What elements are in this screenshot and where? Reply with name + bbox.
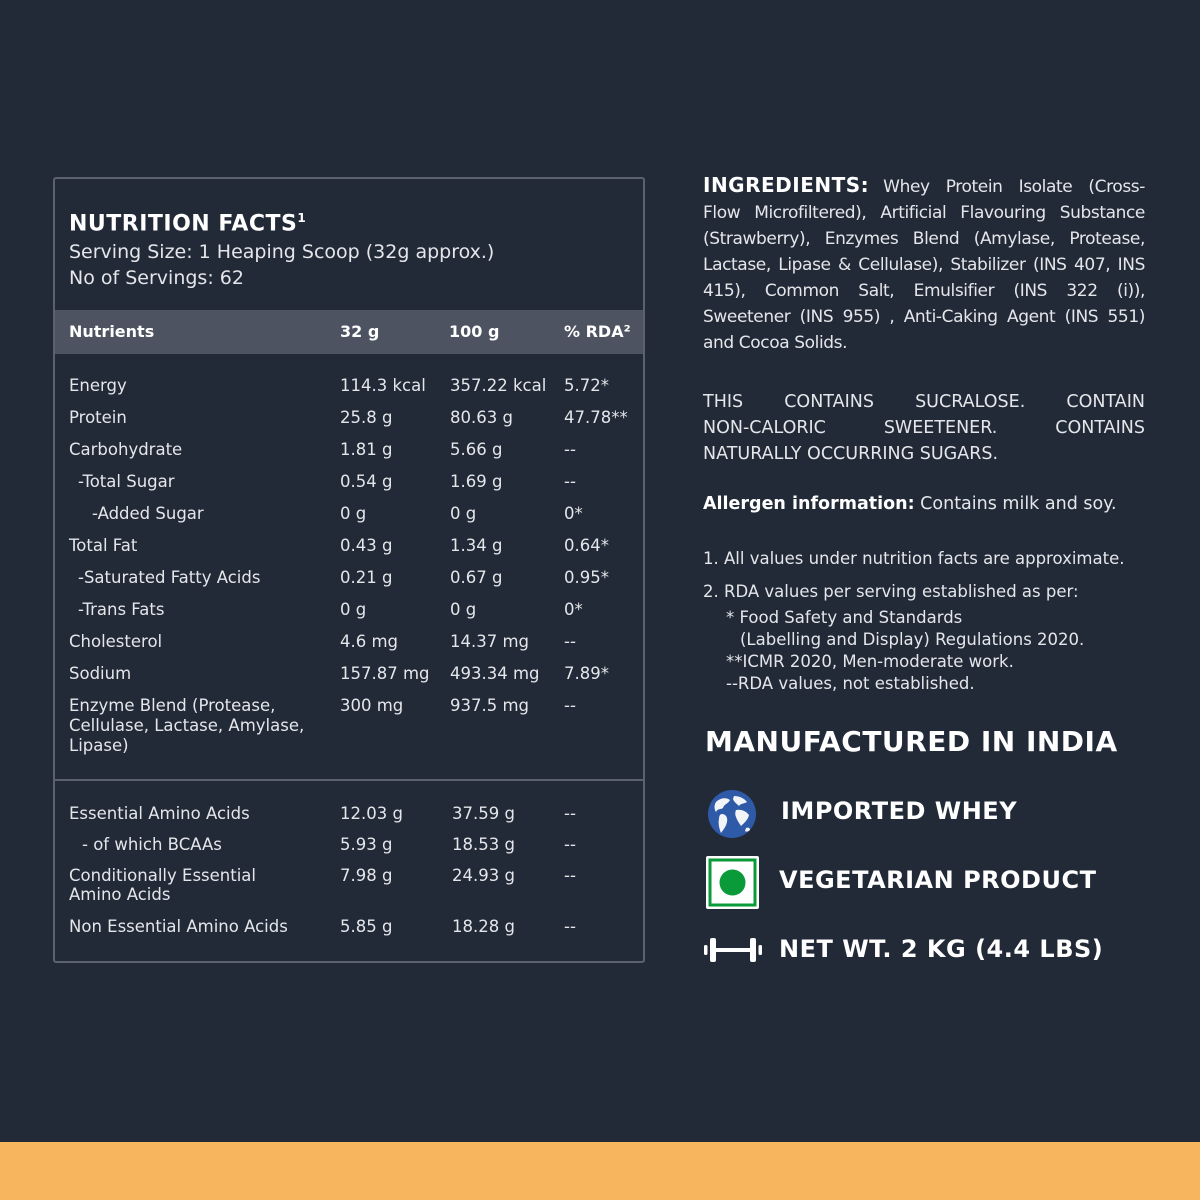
nutrient-per-100g: 80.63 g xyxy=(450,408,513,427)
nutrient-per-serving: 300 mg xyxy=(340,696,404,715)
imported-whey-label: IMPORTED WHEY xyxy=(781,797,1018,825)
nutrient-per-100g: 937.5 mg xyxy=(450,696,530,715)
sucralose-notice xyxy=(703,389,1145,467)
product-info xyxy=(703,172,1145,693)
bottom-accent-bar xyxy=(0,1142,1200,1200)
nutrient-rda: -- xyxy=(564,472,576,491)
nutrient-per-100g: 0 g xyxy=(450,600,477,619)
amino-rda: -- xyxy=(564,835,576,854)
nutrient-per-serving: 0 g xyxy=(340,504,367,523)
nutrient-rda: 0.64* xyxy=(564,536,609,555)
net-weight-label: NET WT. 2 KG (4.4 LBS) xyxy=(779,935,1104,963)
nutrient-per-serving: 4.6 mg xyxy=(340,632,399,651)
veg-mark-icon xyxy=(705,855,760,910)
nutrient-name: Total Fat xyxy=(69,536,138,555)
nutrient-rda: 0.95* xyxy=(564,568,609,587)
nutrient-per-serving: 114.3 kcal xyxy=(340,376,426,395)
nutrition-title-text: NUTRITION FACTS xyxy=(69,211,298,237)
amino-per-100g: 24.93 g xyxy=(452,866,515,885)
allergen-info xyxy=(703,494,1117,514)
footnote-1: 1. All values under nutrition facts are approximate. xyxy=(703,549,1125,568)
nutrition-title xyxy=(69,203,494,239)
ingredients-paragraph xyxy=(703,172,1145,356)
nutrient-rda: 0* xyxy=(564,504,583,523)
nutrition-header xyxy=(69,203,494,291)
allergen-label: Allergen information: xyxy=(703,494,915,514)
nutrient-rda: 0* xyxy=(564,600,583,619)
nutrient-per-100g: 0.67 g xyxy=(450,568,503,587)
table-header-row xyxy=(55,310,643,354)
nutrient-per-100g: 5.66 g xyxy=(450,440,503,459)
sucralose-line: NATURALLY OCCURRING SUGARS. xyxy=(703,444,999,464)
footnote-2: 2. RDA values per serving established as per: xyxy=(703,582,1079,601)
nutrient-per-serving: 1.81 g xyxy=(340,440,393,459)
servings-count: No of Servings: 62 xyxy=(69,267,244,290)
nutrient-per-100g: 14.37 mg xyxy=(450,632,530,651)
nutrient-rda: -- xyxy=(564,440,576,459)
nutrient-per-100g: 1.34 g xyxy=(450,536,503,555)
footnote-2a: * Food Safety and Standards xyxy=(726,608,963,627)
nutrient-rda: -- xyxy=(564,696,576,715)
nutrient-name: Energy xyxy=(69,376,127,395)
amino-name: Essential Amino Acids xyxy=(69,804,250,823)
nutrient-per-100g: 1.69 g xyxy=(450,472,503,491)
nutrient-per-serving: 0.43 g xyxy=(340,536,393,555)
nutrient-name: Cholesterol xyxy=(69,632,163,651)
nutrient-per-serving: 0.21 g xyxy=(340,568,393,587)
header-per-serving: 32 g xyxy=(340,322,380,341)
ingredients-text: Whey Protein Isolate (Cross-Flow Microfiltered), Artificial Flavouring Substance (Strawberry), Enzymes Blend (Amylase, Protease, Lactase, Lipase & Cellulase), Stabilizer (INS 407, INS 415), Common Salt, Emulsifier (INS 322 (i)), Sweetener (INS 955) , Anti-Caking Agent (INS 551) and Cocoa Solids. xyxy=(703,177,1145,353)
nutrient-rda: -- xyxy=(564,632,576,651)
manufactured-in-india: MANUFACTURED IN INDIA xyxy=(705,725,1118,758)
nutrient-name: Carbohydrate xyxy=(69,440,183,459)
nutrient-per-100g: 493.34 mg xyxy=(450,664,540,683)
nutrient-per-serving: 0.54 g xyxy=(340,472,393,491)
amino-name: Non Essential Amino Acids xyxy=(69,917,288,936)
amino-per-serving: 5.85 g xyxy=(340,917,393,936)
amino-per-serving: 5.93 g xyxy=(340,835,393,854)
footnote-2b: (Labelling and Display) Regulations 2020. xyxy=(740,630,1085,649)
nutrient-name: Sodium xyxy=(69,664,132,683)
amino-rda: -- xyxy=(564,917,576,936)
globe-icon xyxy=(706,788,758,840)
nutrition-facts-panel xyxy=(53,177,645,963)
footnote-2d: --RDA values, not established. xyxy=(726,674,975,693)
nutrient-rda: 47.78** xyxy=(564,408,628,427)
nutrient-per-100g: 0 g xyxy=(450,504,477,523)
nutrient-per-serving: 0 g xyxy=(340,600,367,619)
nutrient-rda: 7.89* xyxy=(564,664,609,683)
amino-rda: -- xyxy=(564,804,576,823)
sucralose-line: NON-CALORIC SWEETENER. CONTAINS xyxy=(703,418,1145,438)
ingredients-label: INGREDIENTS: xyxy=(703,173,870,197)
amino-per-100g: 18.53 g xyxy=(452,835,515,854)
header-per-100g: 100 g xyxy=(449,322,500,341)
amino-name: Conditionally Essential Amino Acids xyxy=(69,866,257,904)
section-divider xyxy=(55,779,643,781)
dumbbell-icon xyxy=(704,934,762,966)
amino-per-100g: 37.59 g xyxy=(452,804,515,823)
nutrient-name: Protein xyxy=(69,408,127,427)
nutrient-name: -Added Sugar xyxy=(92,504,204,523)
header-nutrients: Nutrients xyxy=(69,322,155,341)
nutrient-per-serving: 157.87 mg xyxy=(340,664,430,683)
amino-per-100g: 18.28 g xyxy=(452,917,515,936)
nutrition-title-footnote: 1 xyxy=(297,211,307,225)
nutrient-per-serving: 25.8 g xyxy=(340,408,393,427)
vegetarian-product-label: VEGETARIAN PRODUCT xyxy=(779,866,1097,894)
header-rda: % RDA² xyxy=(564,322,631,341)
amino-per-serving: 12.03 g xyxy=(340,804,403,823)
nutrient-name: -Saturated Fatty Acids xyxy=(78,568,261,587)
nutrient-name: -Total Sugar xyxy=(78,472,175,491)
allergen-text: Contains milk and soy. xyxy=(914,494,1117,514)
nutrient-name: -Trans Fats xyxy=(78,600,165,619)
nutrient-name: Enzyme Blend (Protease, Cellulase, Lactase, Amylase, Lipase) xyxy=(69,696,305,755)
nutrient-per-100g: 357.22 kcal xyxy=(450,376,547,395)
serving-size: Serving Size: 1 Heaping Scoop (32g approx.) xyxy=(69,241,495,264)
footnote-2c: **ICMR 2020, Men-moderate work. xyxy=(726,652,1014,671)
nutrient-rda: 5.72* xyxy=(564,376,609,395)
amino-rda: -- xyxy=(564,866,576,885)
sucralose-line: THIS CONTAINS SUCRALOSE. CONTAIN xyxy=(703,392,1145,412)
amino-per-serving: 7.98 g xyxy=(340,866,393,885)
amino-name: - of which BCAAs xyxy=(82,835,222,854)
